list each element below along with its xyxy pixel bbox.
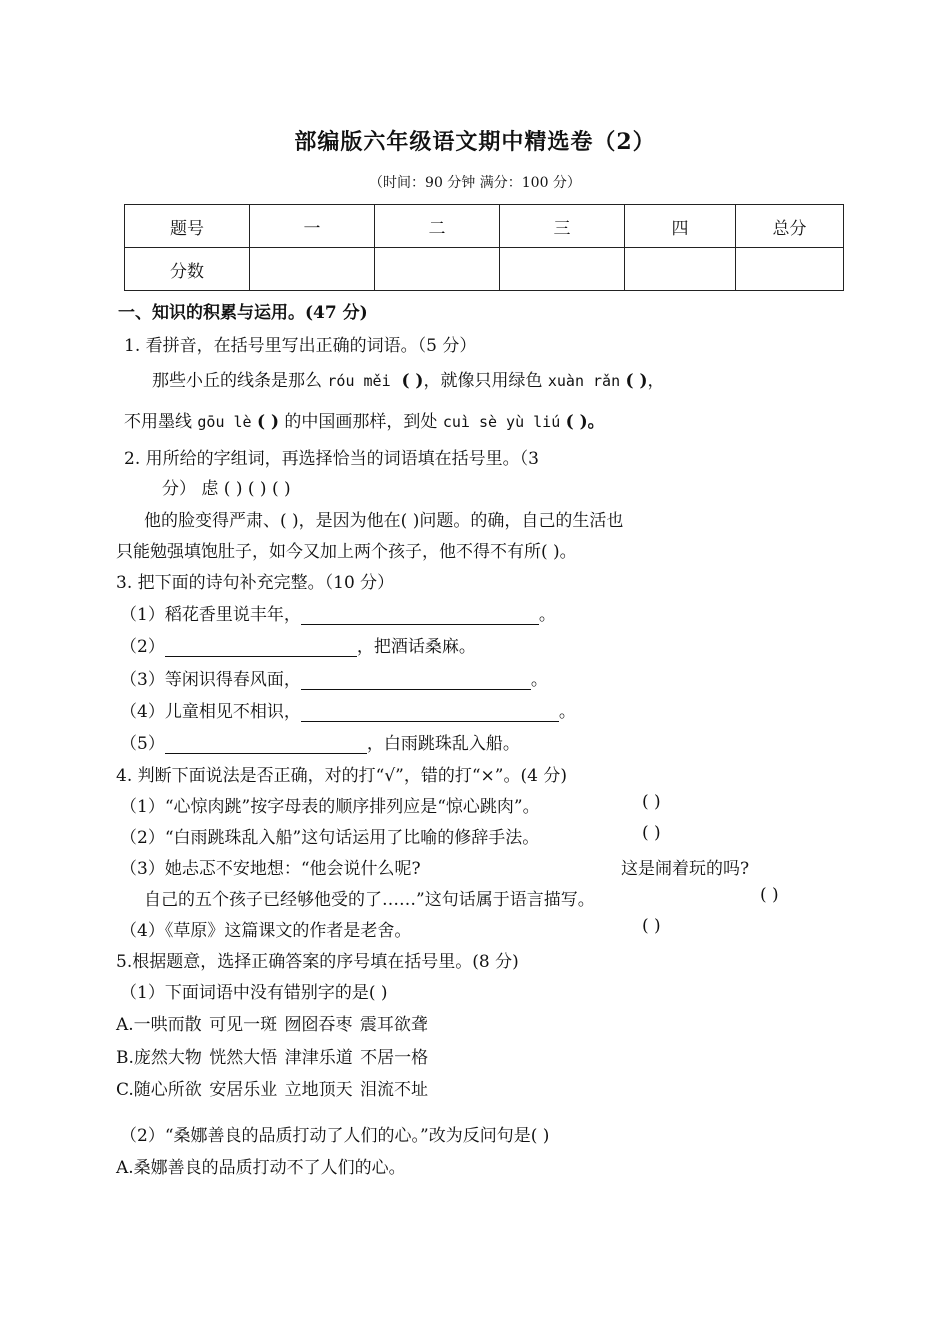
answer-blank[interactable] xyxy=(165,638,357,657)
answer-blank[interactable] xyxy=(301,671,531,690)
answer-paren[interactable]: ( ) xyxy=(625,371,648,391)
poem-item xyxy=(120,697,576,722)
answer-blank[interactable] xyxy=(301,703,559,722)
q2-sentence-line1: 他的脸变得严肃、( )，是因为他在( )问题。的确，自己的生活也 xyxy=(144,511,624,531)
q1-line2 xyxy=(124,407,605,432)
pinyin: xuàn rǎn xyxy=(547,372,621,390)
score-cell[interactable] xyxy=(375,248,500,291)
q1-text: 那些小丘的线条是那么 xyxy=(152,371,328,391)
q5-sub-question: （2）“桑娜善良的品质打动了人们的心。”改为反问句是( ) xyxy=(120,1126,550,1146)
header-cell: 一 xyxy=(250,205,375,248)
judge-paren[interactable]: ( ) xyxy=(642,823,661,843)
q1-text: 不用墨线 xyxy=(124,412,198,432)
item-number: （3） xyxy=(120,670,165,690)
judge-item: （3）她忐忑不安地想：“他会说什么呢? xyxy=(120,859,421,879)
header-cell: 题号 xyxy=(125,205,250,248)
q5-prompt: 5.根据题意，选择正确答案的序号填在括号里。(8 分) xyxy=(116,952,519,972)
score-cell[interactable] xyxy=(500,248,625,291)
judge-item: （2）“白雨跳珠乱入船”这句话运用了比喻的修辞手法。 xyxy=(120,828,540,848)
poem-text: 。 xyxy=(558,702,576,722)
header-cell: 四 xyxy=(625,205,736,248)
q1-line1 xyxy=(152,366,665,391)
poem-text: 。 xyxy=(530,670,548,690)
poem-text: ，把酒话桑麻。 xyxy=(356,637,476,657)
judge-paren[interactable]: ( ) xyxy=(642,916,661,936)
q5-sub-question: （1）下面词语中没有错别字的是( ) xyxy=(120,983,388,1003)
option-c: C.随心所欲 安居乐业 立地顶天 泪流不址 xyxy=(116,1080,429,1100)
option-b: B.庞然大物 恍然大悟 津津乐道 不居一格 xyxy=(116,1048,429,1068)
q4-prompt: 4. 判断下面说法是否正确，对的打“√”，错的打“×”。(4 分) xyxy=(116,766,567,786)
poem-item xyxy=(120,729,520,754)
poem-text: 儿童相见不相识， xyxy=(164,702,301,722)
row-label: 分数 xyxy=(125,248,250,291)
answer-paren[interactable]: ( ) xyxy=(401,371,424,391)
q1-text: ， xyxy=(647,371,665,391)
poem-text: 等闲识得春风面， xyxy=(164,670,301,690)
answer-blank[interactable] xyxy=(165,735,367,754)
item-number: （4） xyxy=(120,702,165,722)
q3-prompt: 3. 把下面的诗句补充完整。（10 分） xyxy=(116,573,395,593)
header-cell: 三 xyxy=(500,205,625,248)
option-a: A.桑娜善良的品质打动不了人们的心。 xyxy=(116,1158,406,1178)
q2-prompt: 2. 用所给的字组词，再选择恰当的词语填在括号里。（3 xyxy=(124,449,539,469)
score-cell[interactable] xyxy=(250,248,375,291)
poem-text: 稻花香里说丰年， xyxy=(164,605,301,625)
q1-prompt: 1. 看拼音，在括号里写出正确的词语。（5 分） xyxy=(124,336,477,356)
q2-sentence-line2: 只能勉强填饱肚子，如今又加上两个孩子，他不得不有所( )。 xyxy=(116,542,577,562)
item-number: （5） xyxy=(120,734,165,754)
pinyin: róu měi xyxy=(327,372,391,390)
poem-item xyxy=(120,632,476,657)
item-number: （1） xyxy=(120,605,165,625)
judge-item: （4）《草原》这篇课文的作者是老舍。 xyxy=(120,921,412,941)
score-cell[interactable] xyxy=(736,248,844,291)
q1-text: 的中国画那样，到处 xyxy=(279,412,443,432)
pinyin: gōu lè xyxy=(197,413,252,431)
answer-paren[interactable]: ( ) xyxy=(565,412,588,432)
poem-item xyxy=(120,600,556,625)
q2-word-line: 分） 虑 ( ) ( ) ( ) xyxy=(162,479,291,499)
score-table-score-row xyxy=(125,248,844,291)
pinyin: cuì sè yù liú xyxy=(442,413,561,431)
answer-blank[interactable] xyxy=(301,606,539,625)
exam-info: （时间：90 分钟 满分：100 分） xyxy=(369,175,581,191)
judge-item-cont: 自己的五个孩子已经够他受的了……”这句话属于语言描写。 xyxy=(144,890,595,910)
score-table xyxy=(124,204,844,291)
section-heading: 一、知识的积累与运用。(47 分) xyxy=(118,303,368,323)
judge-item-cont: 这是闹着玩的吗? xyxy=(621,859,750,879)
score-table-header-row xyxy=(125,205,844,248)
item-number: （2） xyxy=(120,637,165,657)
header-cell: 二 xyxy=(375,205,500,248)
poem-item xyxy=(120,665,548,690)
q1-text: ，就像只用绿色 xyxy=(423,371,548,391)
q1-text: 。 xyxy=(587,412,605,432)
answer-paren[interactable]: ( ) xyxy=(257,412,280,432)
judge-item: （1）“心惊肉跳”按字母表的顺序排列应是“惊心跳肉”。 xyxy=(120,797,540,817)
score-cell[interactable] xyxy=(625,248,736,291)
judge-paren[interactable]: ( ) xyxy=(760,885,779,905)
poem-text: 。 xyxy=(538,605,556,625)
judge-paren[interactable]: ( ) xyxy=(642,792,661,812)
option-a: A.一哄而散 可见一斑 囫囵吞枣 震耳欲聋 xyxy=(116,1015,428,1035)
poem-text: ，白雨跳珠乱入船。 xyxy=(366,734,520,754)
page-title: 部编版六年级语文期中精选卷（2） xyxy=(294,129,656,155)
header-cell: 总分 xyxy=(736,205,844,248)
